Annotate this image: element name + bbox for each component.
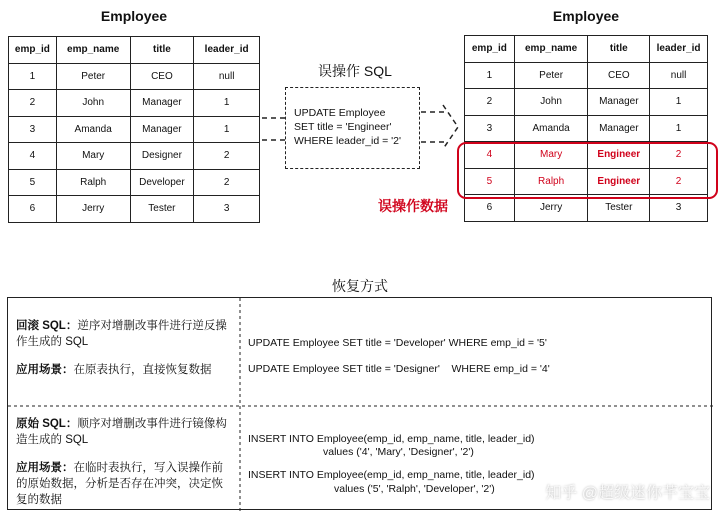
original-desc: 顺序对增删改事件进行镜像构造生成的 SQL (16, 418, 227, 446)
table-cell: 2 (194, 143, 260, 170)
table-cell: 1 (194, 116, 260, 143)
watermark: 知乎 @超级迷你芊宝宝 (545, 485, 710, 502)
table-cell: 5 (465, 168, 515, 195)
wrong-data-highlight (457, 142, 718, 199)
table-cell: Mary (56, 143, 130, 170)
table-row (465, 115, 708, 142)
table-cell: Tester (130, 196, 194, 223)
header-cell: emp_id (9, 37, 57, 64)
original-sql-2a: INSERT INTO Employee(emp_id, emp_name, title, leader_id) (248, 469, 535, 481)
table-cell: 3 (194, 196, 260, 223)
right-table-title: Employee (552, 8, 620, 24)
table-cell: 3 (650, 195, 708, 222)
original-head: 原始 SQL： (16, 418, 78, 430)
header-cell: title (130, 37, 194, 64)
table-cell: Manager (130, 116, 194, 143)
sql-line: WHERE leader_id = '2' (294, 135, 402, 147)
recovery-table (7, 297, 712, 510)
table-cell: Engineer (588, 168, 650, 195)
table-row (465, 62, 708, 89)
table-cell: CEO (588, 62, 650, 89)
rollback-sql-1: UPDATE Employee SET title = 'Developer' WHERE emp_id = '5' (248, 337, 547, 349)
table-cell: Designer (130, 143, 194, 170)
table-cell: 2 (9, 90, 57, 117)
table-cell: null (650, 62, 708, 89)
table-cell: 4 (9, 143, 57, 170)
table-row (465, 89, 708, 116)
original-sql-1b: values ('4', 'Mary', 'Designer', '2') (323, 446, 474, 458)
rollback-sql-2: UPDATE Employee SET title = 'Designer' WHERE emp_id = '4' (248, 363, 550, 375)
table-cell: Peter (56, 63, 130, 90)
wrong-data-label: 误操作数据 (378, 198, 448, 214)
table-cell: 4 (465, 142, 515, 169)
rollback-head: 回滚 SQL： (16, 320, 78, 332)
table-cell: Amanda (514, 115, 588, 142)
table-cell: Developer (130, 169, 194, 196)
rollback-description (16, 318, 234, 350)
table-cell: Mary (514, 142, 588, 169)
table-cell: 2 (650, 142, 708, 169)
header-cell: leader_id (194, 37, 260, 64)
table-cell: Amanda (56, 116, 130, 143)
table-cell: Jerry (514, 195, 588, 222)
table-cell: 2 (650, 168, 708, 195)
table-cell: Ralph (56, 169, 130, 196)
original-scene (16, 460, 234, 508)
original-sql-2b: values ('5', 'Ralph', 'Developer', '2') (334, 483, 495, 495)
header-cell: leader_id (650, 36, 708, 63)
header-cell: emp_id (465, 36, 515, 63)
rollback-scene-head: 应用场景： (16, 364, 74, 376)
table-cell: Manager (588, 115, 650, 142)
recovery-title: 恢复方式 (332, 278, 388, 294)
table-cell: 1 (465, 62, 515, 89)
table-cell: 3 (465, 115, 515, 142)
original-description (16, 416, 234, 448)
left-table-title: Employee (100, 8, 168, 24)
table-cell: 1 (9, 63, 57, 90)
table-cell: 6 (9, 196, 57, 223)
table-cell: 2 (465, 89, 515, 116)
table-cell: Manager (130, 90, 194, 117)
rollback-scene (16, 362, 234, 378)
header-cell: title (588, 36, 650, 63)
table-cell: Ralph (514, 168, 588, 195)
header-cell: emp_name (56, 37, 130, 64)
table-cell: Tester (588, 195, 650, 222)
table-cell: 2 (194, 169, 260, 196)
table-cell: null (194, 63, 260, 90)
original-sql-1a: INSERT INTO Employee(emp_id, emp_name, title, leader_id) (248, 433, 535, 445)
table-cell: Jerry (56, 196, 130, 223)
header-cell: emp_name (514, 36, 588, 63)
table-cell: Manager (588, 89, 650, 116)
table-cell: 3 (9, 116, 57, 143)
table-cell: 5 (9, 169, 57, 196)
table-cell: CEO (130, 63, 194, 90)
table-cell: 6 (465, 195, 515, 222)
sql-line: UPDATE Employee (294, 107, 386, 119)
table-cell: John (56, 90, 130, 117)
table-cell: Engineer (588, 142, 650, 169)
table-cell: John (514, 89, 588, 116)
rollback-desc: 逆序对增删改事件进行逆反操作生成的 SQL (16, 320, 227, 348)
table-header-row (465, 36, 708, 63)
original-scene-head: 应用场景： (16, 462, 74, 474)
wrong-sql-label: 误操作 SQL (318, 63, 392, 79)
original-scene-text: 在临时表执行，写入误操作前的原始数据，分析是否存在冲突，决定恢复的数据 (16, 462, 223, 506)
table-cell: 1 (194, 90, 260, 117)
table-cell: 1 (650, 115, 708, 142)
sql-line: SET title = 'Engineer' (294, 121, 392, 133)
table-cell: Peter (514, 62, 588, 89)
table-cell: 1 (650, 89, 708, 116)
rollback-scene-text: 在原表执行，直接恢复数据 (73, 364, 212, 376)
